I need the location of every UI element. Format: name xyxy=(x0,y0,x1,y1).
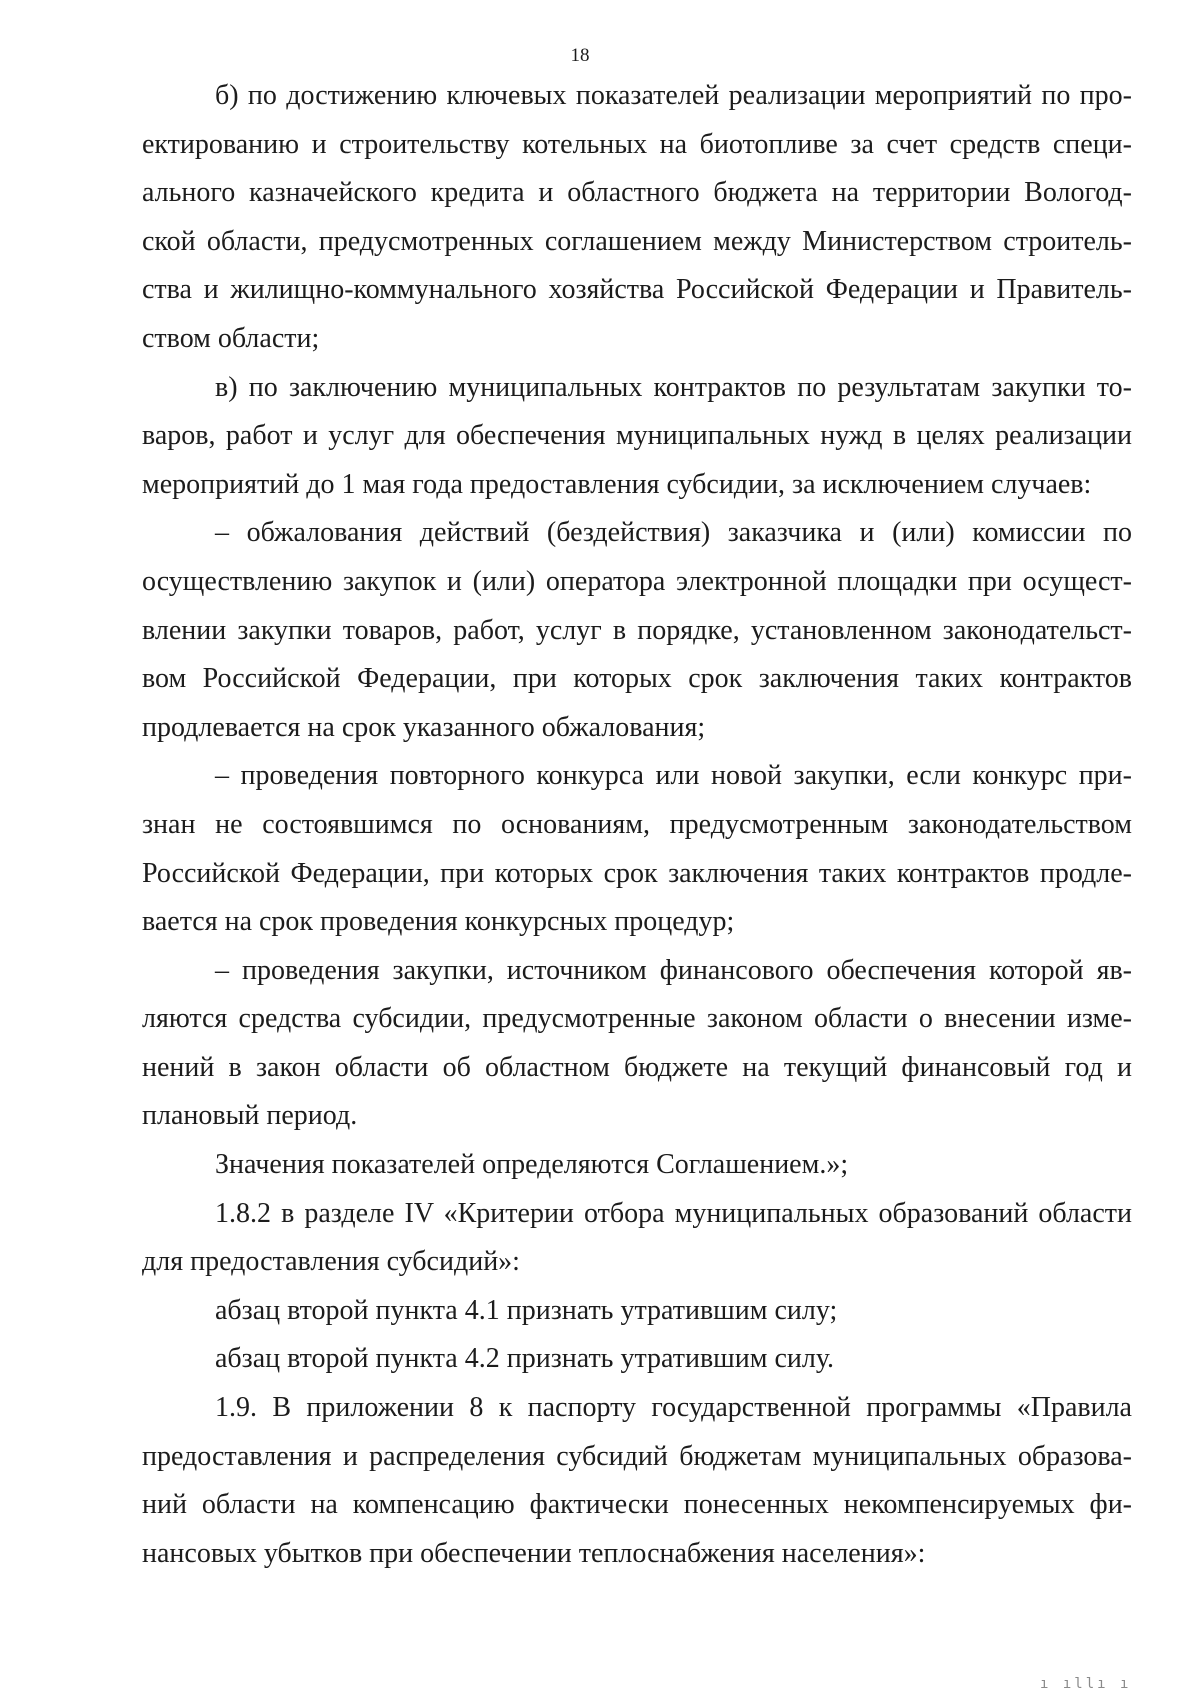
text-line: ляются средства субсидии, предусмотренные законом области о внесении изме- xyxy=(142,1003,1132,1035)
text-line: нансовых убытков при обеспечении теплоснабжения населения»: xyxy=(142,1537,926,1569)
text-line: плановый период. xyxy=(142,1100,358,1132)
text-line: мероприятий до 1 мая года предоставления субсидии, за исключением случаев: xyxy=(142,468,1092,500)
text-line: – обжалования действий (бездействия) заказчика и (или) комиссии по xyxy=(215,517,1132,549)
text-line: 1.9. В приложении 8 к паспорту государственной программы «Правила xyxy=(215,1392,1132,1424)
text-line: вается на срок проведения конкурсных процедур; xyxy=(142,906,735,938)
text-line: 1.8.2 в разделе IV «Критерии отбора муниципальных образований области xyxy=(215,1197,1132,1229)
text-line: в) по заключению муниципальных контрактов по результатам закупки то- xyxy=(215,371,1132,403)
text-line: абзац второй пункта 4.2 признать утратившим силу. xyxy=(215,1343,835,1375)
text-line: варов, работ и услуг для обеспечения муниципальных нужд в целях реализации xyxy=(142,420,1132,452)
text-line: – проведения закупки, источником финансового обеспечения которой яв- xyxy=(215,954,1132,986)
text-line: влении закупки товаров, работ, услуг в порядке, установленном законодательст- xyxy=(142,614,1132,646)
text-line: ального казначейского кредита и областного бюджета на территории Вологод- xyxy=(142,177,1132,209)
text-line: осуществлению закупок и (или) оператора электронной площадки при осущест- xyxy=(142,565,1132,597)
text-line: знан не состоявшимся по основаниям, предусмотренным законодательством xyxy=(142,808,1132,840)
text-line: ством области; xyxy=(142,322,320,354)
page-number: 18 xyxy=(570,45,590,66)
text-line: абзац второй пункта 4.1 признать утратившим силу; xyxy=(215,1294,838,1326)
text-line: Значения показателей определяются Соглашением.»; xyxy=(215,1149,849,1181)
text-line: для предоставления субсидий»: xyxy=(142,1246,520,1278)
text-line: продлевается на срок указанного обжалования; xyxy=(142,711,706,743)
text-line: б) по достижению ключевых показателей реализации мероприятий по про- xyxy=(215,80,1132,111)
text-line: предоставления и распределения субсидий бюджетам муниципальных образова- xyxy=(142,1440,1132,1472)
text-line: Российской Федерации, при которых срок заключения таких контрактов продле- xyxy=(142,857,1132,889)
text-line: ской области, предусмотренных соглашением между Министерством строитель- xyxy=(142,225,1132,257)
text-line: нений в закон области об областном бюджете на текущий финансовый год и xyxy=(142,1051,1132,1083)
document-body xyxy=(142,72,1132,1578)
text-line: вом Российской Федерации, при которых срок заключения таких контрактов xyxy=(142,663,1132,695)
text-line: – проведения повторного конкурса или новой закупки, если конкурс при- xyxy=(215,760,1132,792)
text-line: ектированию и строительству котельных на биотопливе за счет средств специ- xyxy=(142,128,1132,160)
text-line: ний области на компенсацию фактически понесенных некомпенсируемых фи- xyxy=(142,1489,1132,1521)
text-line: ства и жилищно-коммунального хозяйства Российской Федерации и Правитель- xyxy=(142,274,1132,306)
scan-marks: ı ıllı ı xyxy=(1040,1676,1132,1692)
